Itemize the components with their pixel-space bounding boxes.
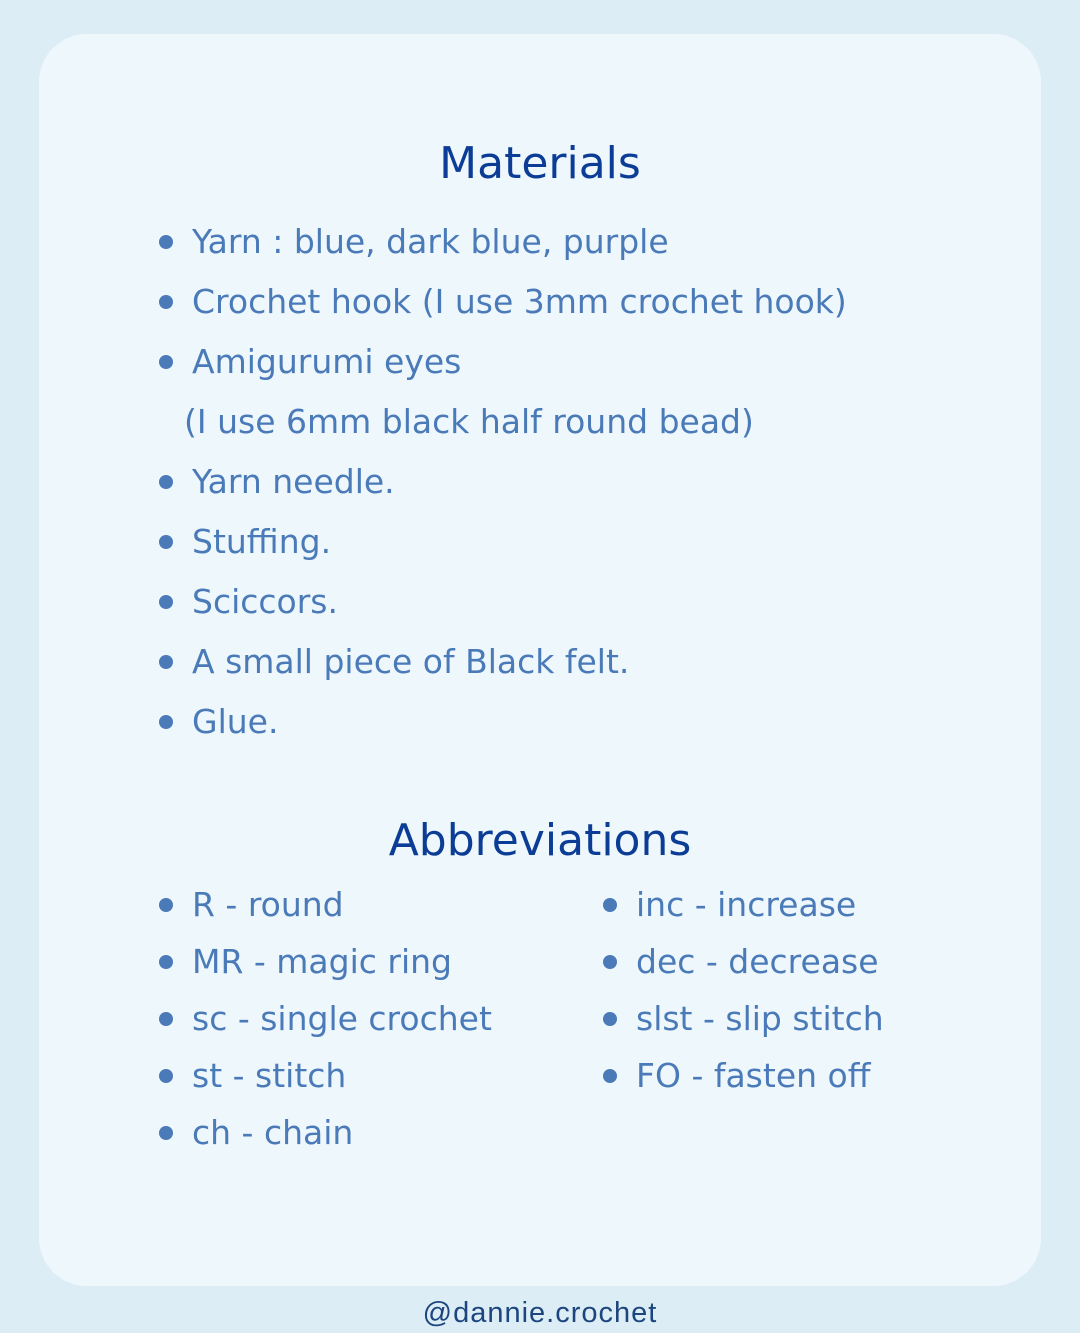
materials-item-stuffing: Stuffing. bbox=[192, 522, 332, 561]
materials-item-hook: Crochet hook (I use 3mm crochet hook) bbox=[192, 282, 847, 321]
materials-heading: Materials bbox=[439, 138, 641, 189]
abbreviation-item: FO - fasten off bbox=[636, 1056, 871, 1095]
abbreviation-item: inc - increase bbox=[636, 885, 857, 924]
abbreviation-item: st - stitch bbox=[192, 1056, 347, 1095]
author-handle: @dannie.crochet bbox=[422, 1297, 658, 1329]
bullet-icon bbox=[603, 1012, 617, 1026]
bullet-icon bbox=[159, 1126, 173, 1140]
materials-item-scissors: Sciccors. bbox=[192, 582, 338, 621]
abbreviation-item: ch - chain bbox=[192, 1113, 354, 1152]
bullet-icon bbox=[159, 655, 173, 669]
materials-item-glue: Glue. bbox=[192, 702, 279, 741]
bullet-icon bbox=[159, 475, 173, 489]
bullet-icon bbox=[159, 595, 173, 609]
bullet-icon bbox=[159, 898, 173, 912]
bullet-icon bbox=[159, 715, 173, 729]
abbreviation-item: MR - magic ring bbox=[192, 942, 453, 981]
abbreviation-item: R - round bbox=[192, 885, 344, 924]
bullet-icon bbox=[159, 1069, 173, 1083]
materials-item-eyes: Amigurumi eyes bbox=[192, 342, 462, 381]
content-card bbox=[39, 34, 1041, 1286]
materials-item-needle: Yarn needle. bbox=[192, 462, 395, 501]
materials-item-felt: A small piece of Black felt. bbox=[192, 642, 630, 681]
materials-item-eyes-note: (I use 6mm black half round bead) bbox=[184, 402, 754, 441]
bullet-icon bbox=[159, 235, 173, 249]
bullet-icon bbox=[159, 1012, 173, 1026]
bullet-icon bbox=[159, 295, 173, 309]
abbreviations-heading: Abbreviations bbox=[388, 815, 692, 866]
abbreviation-item: sc - single crochet bbox=[192, 999, 492, 1038]
bullet-icon bbox=[159, 955, 173, 969]
bullet-icon bbox=[159, 535, 173, 549]
abbreviation-item: dec - decrease bbox=[636, 942, 879, 981]
bullet-icon bbox=[603, 955, 617, 969]
bullet-icon bbox=[159, 355, 173, 369]
bullet-icon bbox=[603, 1069, 617, 1083]
materials-item-yarn: Yarn : blue, dark blue, purple bbox=[192, 222, 669, 261]
abbreviation-item: slst - slip stitch bbox=[636, 999, 884, 1038]
bullet-icon bbox=[603, 898, 617, 912]
